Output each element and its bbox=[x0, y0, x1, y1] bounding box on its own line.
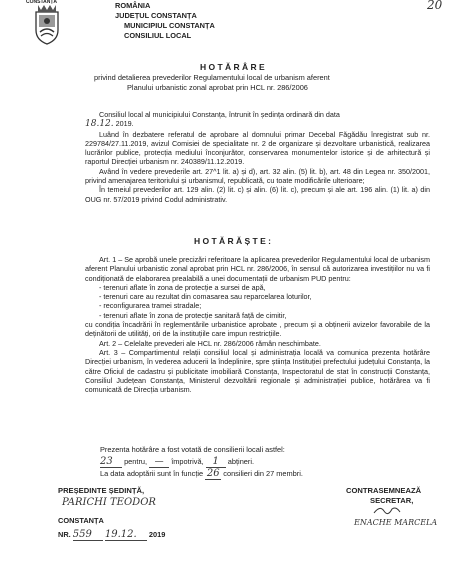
handwritten-number: 20 bbox=[427, 0, 443, 12]
president-label: PREȘEDINTE ȘEDINȚĂ, bbox=[58, 486, 145, 495]
header-county: JUDEȚUL CONSTANȚA bbox=[115, 11, 197, 20]
secretary-signature-icon bbox=[372, 503, 402, 517]
article-1-continuation: cu condiția încadrării în reglementările urbanistice aprobate , precum și a obținerii avizelor favorabile de la deținătorii de utilități, ori de la instituțiile care impun restricțiile. bbox=[85, 320, 430, 339]
president-name-handwritten: PARICHI TEODOR bbox=[62, 497, 156, 508]
preamble-authority: În temeiul prevederilor art. 129 alin. (2) lit. c) și alin. (6) lit. c), precum și ale art. 196 alin. (1) lit. a) din OUG nr. 57/2019 privind Codul administrativ. bbox=[85, 185, 430, 204]
crest-label: CONSTANȚA bbox=[26, 0, 58, 5]
coat-of-arms-icon bbox=[32, 2, 62, 46]
bullet-item: - terenuri aflate în zona de protecție sanitară față de cimitir, bbox=[99, 310, 287, 320]
abstentions-handwritten: 1 bbox=[206, 457, 226, 468]
secretary-label: SECRETAR, bbox=[370, 496, 414, 505]
footer-year: 2019 bbox=[148, 530, 166, 539]
bullet-item: - terenuri aflate în zona de protecție a sursei de apă, bbox=[99, 282, 266, 292]
abstentions-label: abțineri. bbox=[227, 457, 255, 466]
footer-nr-label: NR. bbox=[58, 530, 71, 539]
bullet-item: - terenuri care au rezultat din comasarea sau reparcelarea loturilor, bbox=[99, 292, 312, 302]
secretary-name-handwritten: ENACHE MARCELA bbox=[354, 518, 438, 527]
articles bbox=[85, 255, 430, 394]
decides-heading: H O T Ă R Ă Ș T E : bbox=[194, 236, 271, 246]
votes-for-handwritten: 23 bbox=[100, 457, 122, 468]
footer-city: CONSTANȚA bbox=[58, 516, 104, 525]
decision-date-handwritten: 19.12. bbox=[105, 530, 147, 541]
session-year: 2019. bbox=[115, 119, 134, 129]
footer-number-line bbox=[58, 530, 165, 541]
article-2: Art. 2 – Celelalte prevederi ale HCL nr. 286/2006 rămân neschimbate. bbox=[99, 338, 321, 348]
votes-against-handwritten: — bbox=[149, 458, 169, 468]
header-council: CONSILIUL LOCAL bbox=[124, 31, 192, 40]
document-subtitle-line1: privind detalierea prevederilor Regulamentului local de urbanism aferent bbox=[94, 73, 330, 82]
attendance-suffix: consilieri din 27 membri. bbox=[223, 469, 303, 478]
document-title: H O T Ă R Â R E bbox=[200, 62, 265, 72]
present-count-handwritten: 26 bbox=[206, 468, 220, 479]
preamble-session: Consiliul local al municipiului Constanța, întrunit în ședința ordinară din data bbox=[99, 110, 340, 119]
header-country: ROMÂNIA bbox=[115, 1, 151, 10]
vote-intro: Prezenta hotărâre a fost votată de consilierii locali astfel: bbox=[100, 445, 285, 454]
preamble bbox=[85, 110, 430, 204]
vote-results bbox=[100, 457, 254, 468]
article-3: Art. 3 – Compartimentul relații consiliul local și administrația locală va comunica prezenta hotărâre Direcției urbanism, în vederea aducerii la îndeplinire, spre știința Instituției prefectului județului Constanța, la către Oficiul de cadastru și publicitate imobiliară Constanța, Inspectoratul de stat în construcții Constanța, Consiliul Județean Constanța, Ministerul dezvoltării regionale și administrației publice, hotărârea va fi comunicată de Direcția urbanism. bbox=[85, 347, 430, 395]
article-1-text: – Se aprobă unele precizări referitoare la aplicarea prevederilor Regulamentului local de urbanism aferent Planului urbanistic zonal aprobat prin HCL nr. 286/2006, în sensul că autorizarea investițiilor nu va fi condiționată de elaborarea prealabilă a unei documentații de urbanism PUD pentru: bbox=[85, 255, 430, 283]
preamble-legal-basis: Având în vedere prevederile art. 27^1 lit. a) și d), art. 32 alin. (5) lit. b), art. 48 din Legea nr. 350/2001, privind amenajarea teritoriului și urbanismul, republicată, cu toate modificările ulterioare; bbox=[85, 166, 430, 186]
session-date-handwritten: 18.12. bbox=[85, 119, 114, 130]
bullet-item: - reconfigurarea tramei stradale; bbox=[99, 301, 202, 311]
header-municipality: MUNICIPIUL CONSTANȚA bbox=[124, 21, 215, 30]
votes-for-label: pentru, bbox=[124, 457, 148, 466]
countersign-label: CONTRASEMNEAZĂ bbox=[346, 486, 422, 495]
article-1-label: Art. 1 bbox=[99, 255, 117, 264]
preamble-referral: Luând în dezbatere referatul de aprobare al domnului primar Decebal Făgădău înregistrat sub nr. 229784/27.11.2019, avizul Comisiei de specialitate nr. 2 de organizare și dezvoltare urbanistică, realizarea lucrărilor publice, protecția mediului înconjurător, conservarea monumentelor istorice și de arhitectură și raportul Direcției urbanism nr. 240389/11.12.2019. bbox=[85, 129, 430, 167]
decision-number-handwritten: 559 bbox=[73, 530, 103, 541]
attendance-prefix: La data adoptării sunt în funcție bbox=[100, 469, 204, 478]
document-subtitle-line2: Planului urbanistic zonal aprobat prin HCL nr. 286/2006 bbox=[127, 83, 308, 92]
attendance-line bbox=[100, 469, 303, 480]
votes-against-label: împotrivă, bbox=[171, 457, 204, 466]
